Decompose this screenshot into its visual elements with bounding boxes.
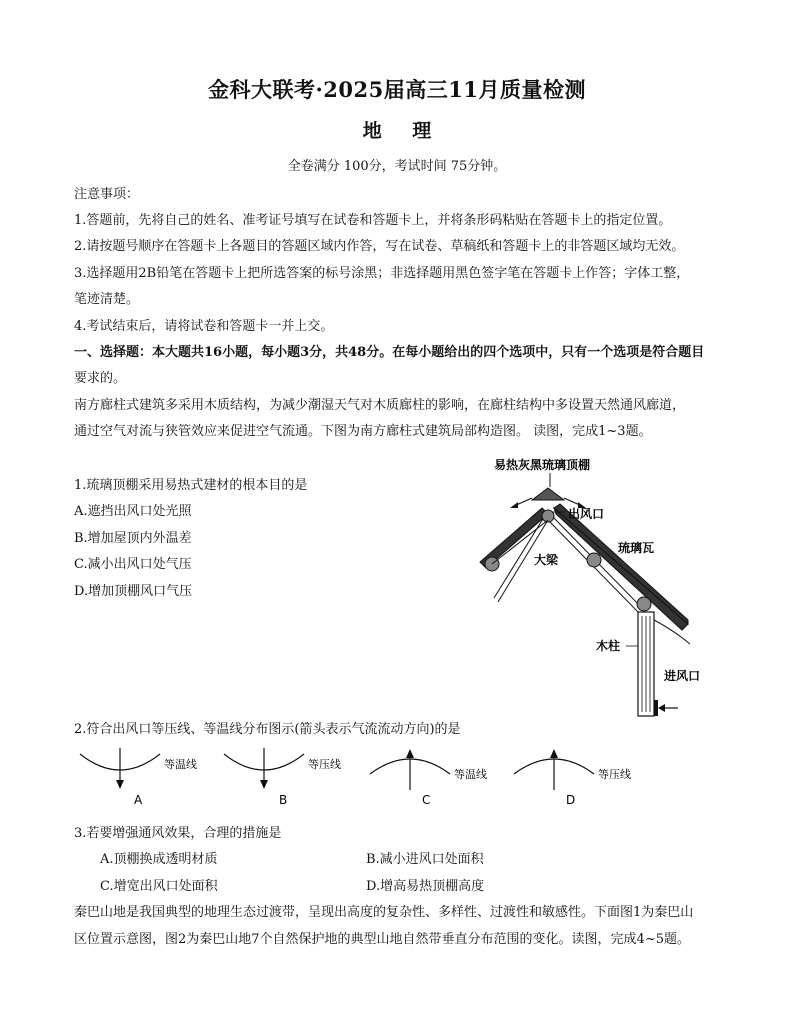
q1-option-c: C.减小出风口处气压 [74,557,192,572]
figure-label-beam: 大梁 [534,553,559,567]
figure-label-inlet: 进风口 [664,669,701,683]
diagram-b-label: 等压线 [308,758,341,771]
notice-item: 4.考试结束后，请将试卷和答题卡一并上交。 [74,319,334,334]
figure-label-roof: 易热灰黑琉璃顶棚 [494,458,591,472]
notice-item: 2.请按题号顺序在答题卡上各题目的答题区域内作答，写在试卷、草稿纸和答题卡上的非答题区域均无效。 [74,239,685,254]
passage-line: 秦巴山地是我国典型的地理生态过渡带，呈现出高度的复杂性、多样性、过渡性和敏感性。下面图1为秦巴山 [74,905,694,920]
passage-line: 南方廊柱式建筑多采用木质结构，为减少潮湿天气对木质廊柱的影响，在廊柱结构中多设置天然通风廊道， [74,398,686,413]
notice-heading: 注意事项： [74,187,140,202]
passage-line: 通过空气对流与狭管效应来促进空气流通。下图为南方廊柱式建筑局部构造图。 读图，完成1~3题。 [74,424,652,439]
passage-line: 区位置示意图，图2为秦巴山地7个自然保护地的典型山地自然带垂直分布范围的变化。读图，完成4~5题。 [74,932,690,947]
diagram-d-label: 等压线 [598,768,631,781]
q2-diagrams [74,744,654,814]
q3-option-c: C.增宽出风口处面积 [100,879,218,894]
building-structure-figure [468,452,728,722]
question-1-stem: 1.琉璃顶棚采用易热式建材的根本目的是 [74,478,308,493]
q1-option-d: D.增加顶棚风口气压 [74,584,193,599]
q1-option-a: A.遮挡出风口处光照 [74,504,192,519]
question-3-stem: 3.若要增强通风效果，合理的措施是 [74,826,282,841]
roof-cap [532,488,564,500]
exam-title: 金科大联考·2025届高三11月质量检测 [208,77,586,102]
q3-option-b: B.减小进风口处面积 [366,852,484,867]
figure-label-column: 木柱 [596,639,621,653]
diagram-b [224,748,341,807]
question-2-stem: 2.符合出风口等压线、等温线分布图示(箭头表示气流流动方向)的是 [74,722,461,737]
notice-item: 1.答题前，先将自己的姓名、准考证号填写在试卷和答题卡上，并将条形码粘贴在答题卡上的指定位置。 [74,213,672,228]
diagram-a-label: 等温线 [164,758,197,771]
section-heading: 一、选择题：本大题共16小题，每小题3分，共48分。在每小题给出的四个选项中，只有一个选项是符合题目 [74,345,705,360]
exam-info: 全卷满分 100分，考试时间 75分钟。 [287,159,507,174]
notice-item: 笔迹清楚。 [74,292,140,307]
diagram-c-label: 等温线 [454,768,487,781]
q3-option-a: A.顶棚换成透明材质 [100,852,218,867]
figure-label-tile: 琉璃瓦 [618,541,655,555]
figure-label-outlet: 出风口 [568,507,605,521]
q3-option-d: D.增高易热顶棚高度 [366,879,485,894]
diagram-c-letter: C [422,793,431,807]
diagram-d-letter: D [566,793,576,807]
diagram-d [514,749,631,807]
notice-item: 3.选择题用2B铅笔在答题卡上把所选答案的标号涂黑；非选择题用黑色签字笔在答题卡上作答；字体工整， [74,266,690,281]
subject-title: 地 理 [362,120,432,142]
diagram-a-letter: A [134,793,143,807]
diagram-a [80,748,197,807]
diagram-b-letter: B [279,793,288,807]
section-heading-cont: 要求的。 [74,371,127,386]
q1-option-b: B.增加屋顶内外温差 [74,531,192,546]
diagram-c [370,749,487,807]
